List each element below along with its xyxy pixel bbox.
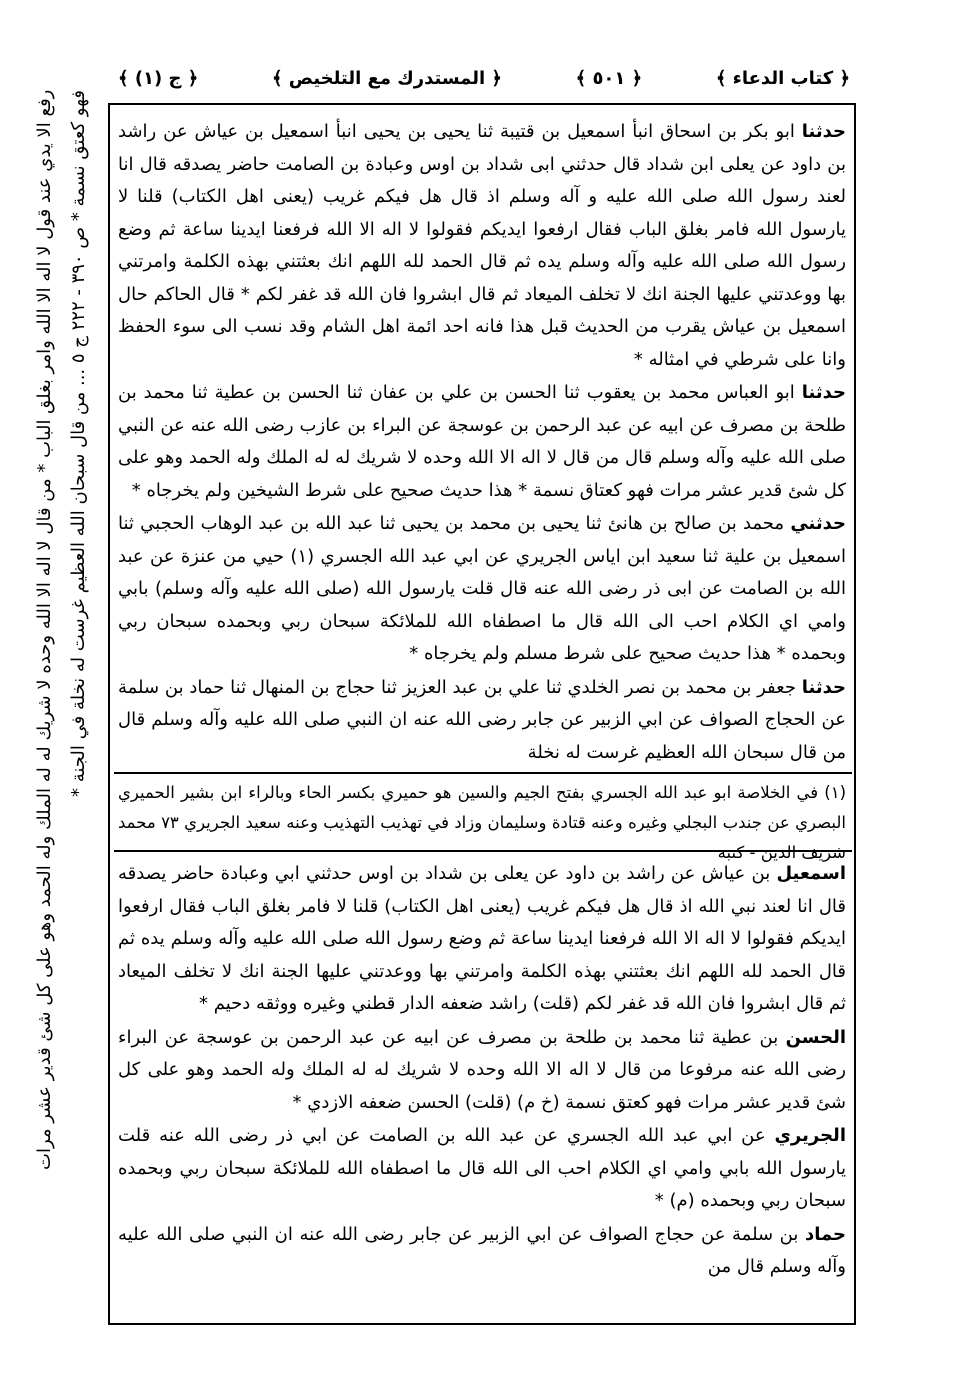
talkhis-lead: الجريري [774, 1125, 846, 1146]
hadith-paragraph [118, 377, 846, 507]
footnote-text: (١) في الخلاصة ابو عبد الله الجسري بفتح الجيم والسين هو حميري بكسر الحاء وبالراء ابن بشير الحميري البصري عن جندب البجلي وغيره وعنه قتادة وسليمان وزاد في تهذيب التهذيب وعنه سعيد الجريري ٧٣ محمد شريف الدين - كتبه [118, 783, 847, 862]
paragraph-text: عن ابي عبد الله الجسري عن عبد الله بن الصامت عن ابي ذر رضى الله عنه قلت يارسول الله بابي وامي اي الكلام احب الى الله قال ما اصطفاه الله للملائكة سبحان ربي وبحمده سبحان ربي وبحمده (م) * [118, 1125, 846, 1211]
work-title: ﴿ المستدرك مع التلخيص ﴾ [271, 67, 502, 89]
paragraph-text: بن عطية ثنا محمد بن طلحة بن مصرف عن ابيه عن عبد الرحمن بن عوسجة عن البراء رضى الله عنه مرفوعا من قال لا اله الا الله وحده لا شريك له له الملك وله الحمد وهو على كل شئ قدير عشر مرات فهو كعتق نسمة (خ م) (قلت) الحسن ضعفه الازدي * [118, 1026, 846, 1113]
talkhis-lead: حماد [804, 1223, 846, 1245]
main-text [118, 116, 846, 770]
hadith-paragraph [118, 672, 846, 770]
paragraph-text: ابو العباس محمد بن يعقوب ثنا الحسن بن علي بن عفان ثنا الحسن بن عطية ثنا محمد بن طلحة بن مصرف عن ابيه عن عبد الرحمن بن عوسجة عن البراء بن عازب رضى الله عنه عن النبي صلى الله عليه وآله وسلم قال من قال لا اله الا الله وحده لا شريك له له الملك وله الحمد وهو على كل شئ قدير عشر مرات فهو كعتاق نسمة * هذا حديث صحيح على شرط الشيخين ولم يخرجاه * [118, 382, 846, 501]
narration-lead: حدثنا [801, 676, 846, 698]
hadith-paragraph [118, 508, 846, 671]
running-header [118, 60, 850, 96]
narration-lead: حدثنا [801, 382, 846, 403]
page-number: ﴿ ٥٠١ ﴾ [575, 67, 643, 89]
footnote-divider [114, 772, 852, 774]
talkhis-paragraph [118, 1120, 846, 1218]
talkhis-paragraph [118, 858, 846, 1021]
talkhis-divider [114, 850, 852, 852]
paragraph-text: جعفر بن محمد بن نصر الخلدي ثنا علي بن عبد العزيز ثنا حجاج بن المنهال ثنا حماد بن سلمة عن الحجاج الصواف عن ابي الزبير عن جابر رضى الله عنه ان النبي صلى الله عليه وآله وسلم قال من قال سبحان الله العظيم غرست له نخلة [118, 676, 846, 763]
talkhis-section [118, 858, 846, 1285]
hadith-paragraph [118, 116, 846, 376]
talkhis-lead: اسمعيل [776, 863, 846, 884]
talkhis-paragraph [118, 1022, 846, 1120]
paragraph-text: محمد بن صالح بن هانئ ثنا يحيى بن محمد بن يحيى ثنا عبد الله بن عبد الوهاب الحجبي ثنا اسمعيل بن علية ثنا سعيد ابن اياس الجريري عن ابي عبد الله الجسري (١) حيي من عنزة عن عبد الله بن الصامت عن ابى ذر رضى الله عنه قال قلت يارسول الله (صلى الله عليه وآله وسلم) بابي وامي اي الكلام احب الى الله قال ما اصطفاه الله للملائكة سبحان ربي وبحمده سبحان ربي وبحمده * هذا حديث صحيح على شرط مسلم ولم يخرجاه * [118, 513, 846, 664]
talkhis-paragraph [118, 1219, 846, 1284]
paragraph-text: بن عياش عن راشد بن داود عن يعلى بن شداد بن اوس حدثني ابي وعبادة حاضر يصدقه قال انا لعند نبي الله اذ قال هل فيكم غريب (يعنى اهل الكتاب) قلنا لا فامر بغلق الباب فقال ارفعوا ايديكم فقولوا لا اله الا الله فرفعنا ايدينا ساعة ثم وضع رسول الله صلى الله عليه وآله وسلم يده ثم قال الحمد لله اللهم انك بعثتني بهذه الكلمة وامرتني بها ووعدتني عليها الجنة انك لا تخلف الميعاد ثم قال ابشروا فان الله قد غفر لكم (قلت) راشد ضعفه الدار قطني وغيره ووثقه دحيم * [118, 863, 846, 1014]
margin-note: رفع الا يدي عند قول لا اله الا الله وامر بغلق الباب * من قال لا اله الا الله وحده لا شريك له له الملك وله الحمد وهو على كل شئ قدير عشر مرات فهو كعتق نسمة * ص ٣٩٠ - ٢٢٢ ج ٥ ... من قال سبحان الله العظيم غرست له نخلة في الجنة * [34, 90, 89, 1171]
narration-lead: حدثنا [801, 121, 846, 142]
paragraph-text: بن سلمة عن حجاج الصواف عن ابي الزبير عن جابر رضى الله عنه ان النبي صلى الله عليه وآله وسلم قال من [118, 1223, 846, 1277]
talkhis-lead: الحسن [785, 1026, 846, 1048]
paragraph-text: ابو بكر بن اسحاق انبأ اسمعيل بن قتيبة ثنا يحيى بن يحيى انبأ اسمعيل بن عياش عن راشد بن داود عن يعلى ابن شداد قال حدثني ابى شداد بن اوس وعبادة بن الصامت حاضر يصدقه قال انا لعند رسول الله صلى الله عليه و آله وسلم اذ قال هل فيكم غريب (يعنى اهل الكتاب) قلنا لا يارسول الله فامر بغلق الباب فقال ارفعوا ايديكم فقولوا لا اله الا الله فرفعنا ايدينا ساعة ثم وضع رسول الله صلى الله عليه وآله وسلم يده ثم قال الحمد لله اللهم انك بعثتني بهذه الكلمة وامرتني بها ووعدتني عليها الجنة انك لا تخلف الميعاد ثم قال ابشروا فان الله قد غفر لكم * قال الحاكم حال اسمعيل بن عياش يقرب من الحديث قبل هذا فانه احد ائمة اهل الشام وقد نسب الى سوء الحفظ وانا على شرطي في امثاله * [118, 121, 846, 370]
book-title: ﴿ كتاب الدعاء ﴾ [715, 67, 850, 89]
narration-lead: حدثني [790, 513, 846, 534]
volume-label: ﴿ ج (١) ﴾ [118, 67, 199, 89]
footnote [118, 778, 846, 869]
